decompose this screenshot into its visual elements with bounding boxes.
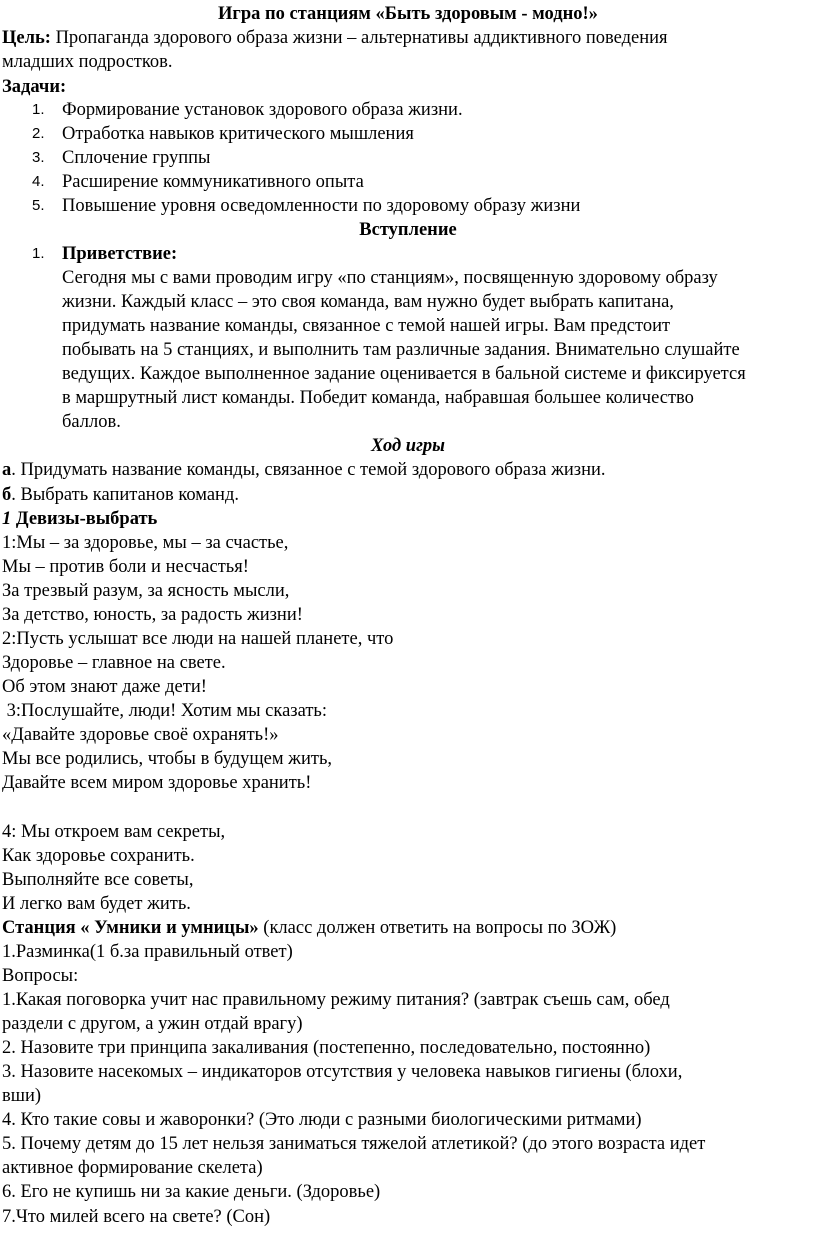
task-item: Повышение уровня осведомленности по здоровому образу жизни [62, 196, 581, 216]
intro-paragraph-line: жизни. Каждый класс – это своя команда, вам нужно будет выбрать капитана, [62, 292, 674, 312]
intro-paragraph-line: Сегодня мы с вами проводим игру «по станциям», посвященную здоровому образу [62, 268, 718, 288]
question-line: 2. Назовите три принципа закаливания (постепенно, последовательно, постоянно) [2, 1038, 651, 1058]
motto-line: За трезвый разум, за ясность мысли, [2, 581, 290, 601]
task-item: Расширение коммуникативного опыта [62, 172, 364, 192]
motto-line: За детство, юность, за радость жизни! [2, 605, 303, 625]
mottos-heading [2, 508, 157, 530]
motto-line: Здоровье – главное на свете. [2, 653, 226, 673]
station-heading [2, 917, 616, 939]
task-number: 1. [32, 101, 45, 118]
intro-heading: Вступление [359, 220, 457, 240]
question-line: вши) [2, 1086, 42, 1106]
motto-line: 1:Мы – за здоровье, мы – за счастье, [2, 533, 289, 553]
question-line: 3. Назовите насекомых – индикаторов отсутствия у человека навыков гигиены (блохи, [2, 1062, 683, 1082]
motto-line: 4: Мы откроем вам секреты, [2, 822, 226, 842]
question-line: 7.Что милей всего на свете? (Сон) [2, 1207, 271, 1227]
question-line: 6. Его не купишь ни за какие деньги. (Здоровье) [2, 1182, 381, 1202]
station-note: (класс должен ответить на вопросы по ЗОЖ) [258, 918, 617, 938]
intro-paragraph-line: в маршрутный лист команды. Победит команда, набравшая большее количество [62, 388, 694, 408]
question-line: 5. Почему детям до 15 лет нельзя заниматься тяжелой атлетикой? (до этого возраста идет [2, 1134, 706, 1154]
tasks-label: Задачи: [2, 77, 67, 97]
station-label: Станция « Умники и умницы» [2, 918, 259, 938]
document-title: Игра по станциям «Быть здоровым - модно!» [218, 4, 598, 24]
goal-label: Цель: [2, 28, 51, 48]
mottos-label: Девизы-выбрать [11, 509, 158, 529]
greeting-number: 1. [32, 245, 45, 262]
motto-line: 3:Послушайте, люди! Хотим мы сказать: [2, 701, 328, 721]
task-item: Сплочение группы [62, 148, 211, 168]
task-number: 3. [32, 149, 45, 166]
motto-line: И легко вам будет жить. [2, 894, 191, 914]
goal-text-cont: младших подростков. [2, 52, 173, 72]
question-line: 4. Кто такие совы и жаворонки? (Это люди с разными биологическими ритмами) [2, 1110, 642, 1130]
intro-paragraph-line: побывать на 5 станциях, и выполнить там различные задания. Внимательно слушайте [62, 340, 740, 360]
question-line: активное формирование скелета) [2, 1158, 263, 1178]
greeting-label: Приветствие: [62, 244, 178, 264]
step-b-label: б [2, 485, 12, 505]
goal-line [2, 27, 668, 49]
question-line: 1.Какая поговорка учит нас правильному режиму питания? (завтрак съешь сам, обед [2, 990, 670, 1010]
task-item: Отработка навыков критического мышления [62, 124, 414, 144]
motto-line: «Давайте здоровье своё охранять!» [2, 725, 279, 745]
motto-line: Как здоровье сохранить. [2, 846, 195, 866]
game-step-b [2, 484, 239, 506]
intro-paragraph-line: баллов. [62, 412, 121, 432]
motto-line: Давайте всем миром здоровье хранить! [2, 773, 312, 793]
motto-line: Выполняйте все советы, [2, 870, 194, 890]
questions-label: Вопросы: [2, 966, 79, 986]
intro-paragraph-line: ведущих. Каждое выполненное задание оценивается в бальной системе и фиксируется [62, 364, 746, 384]
motto-line: Об этом знают даже дети! [2, 677, 207, 697]
task-number: 4. [32, 173, 45, 190]
question-line: раздели с другом, а ужин отдай врагу) [2, 1014, 303, 1034]
goal-text: Пропаганда здорового образа жизни – альтернативы аддиктивного поведения [50, 28, 668, 48]
step-a-label: а [2, 460, 12, 480]
warmup-line: 1.Разминка(1 б.за правильный ответ) [2, 942, 293, 962]
game-step-a [2, 459, 606, 481]
motto-line: 2:Пусть услышат все люди на нашей планете, что [2, 629, 394, 649]
motto-line: Мы все родились, чтобы в будущем жить, [2, 749, 333, 769]
task-number: 2. [32, 125, 45, 142]
task-number: 5. [32, 197, 45, 214]
intro-paragraph-line: придумать название команды, связанное с темой нашей игры. Вам предстоит [62, 316, 671, 336]
step-a-text: . Придумать название команды, связанное с темой здорового образа жизни. [11, 460, 606, 480]
motto-line: Мы – против боли и несчастья! [2, 557, 249, 577]
mottos-number: 1 [2, 509, 12, 529]
game-heading: Ход игры [371, 436, 445, 456]
task-item: Формирование установок здорового образа жизни. [62, 100, 463, 120]
step-b-text: . Выбрать капитанов команд. [11, 485, 239, 505]
